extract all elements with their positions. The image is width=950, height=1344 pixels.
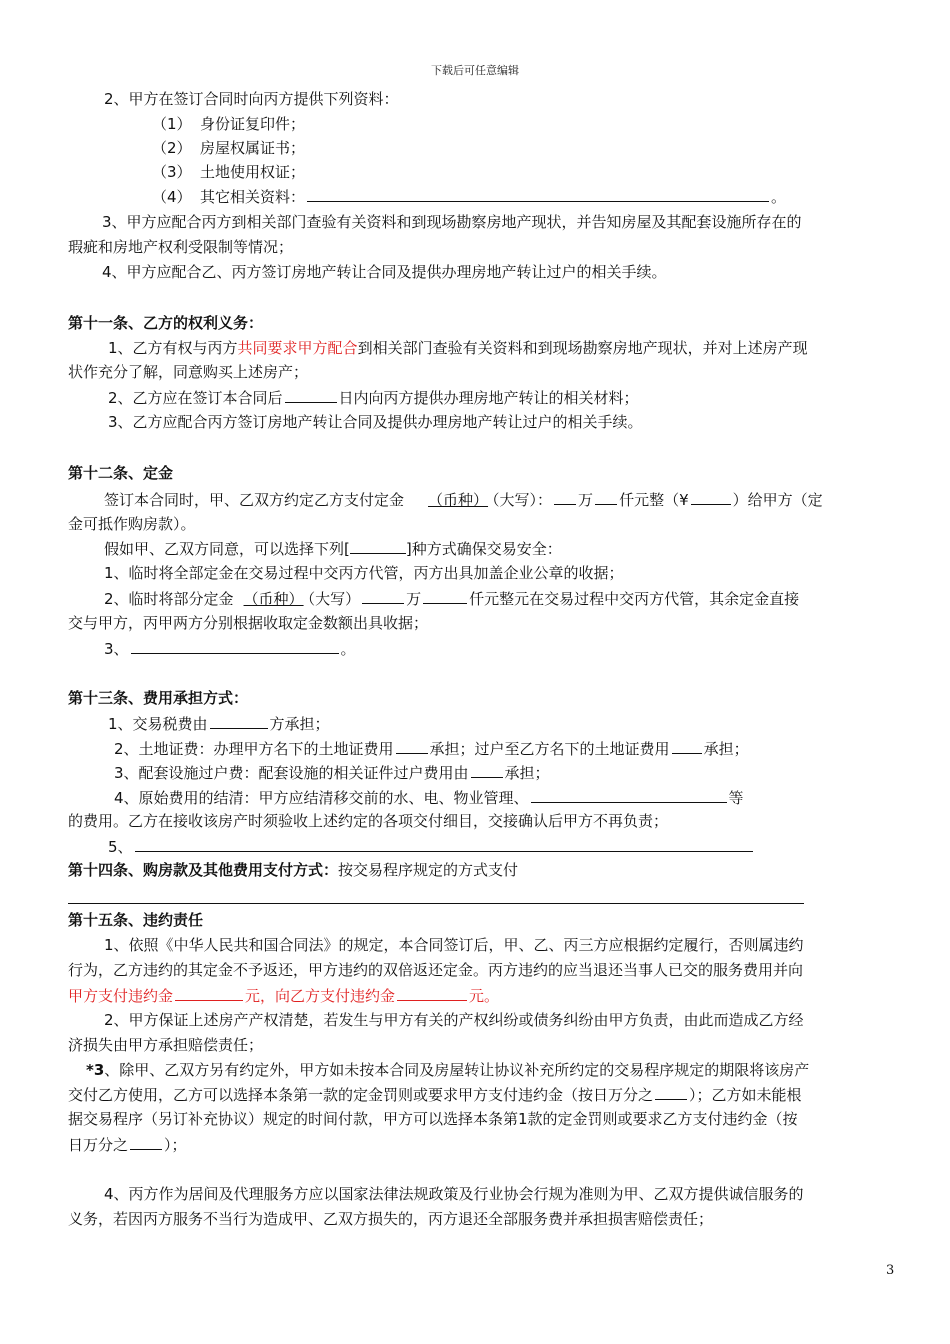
clause14 <box>68 860 518 880</box>
text: 元，向乙方支付违约金 <box>245 987 396 1005</box>
clause11-title: 第十一条、乙方的权利义务： <box>68 314 264 332</box>
text: 3、 <box>104 640 129 658</box>
clause15-item3 <box>86 1060 809 1080</box>
clause15-item4: 4、丙方作为居间及代理服务方应以国家法律法规政策及行业协会行规为准则为甲、乙双方提供诚信服务的 <box>104 1185 804 1203</box>
text: 1、乙方有权与丙方 <box>108 339 238 357</box>
clause13-item4 <box>114 787 744 808</box>
clause13-item5 <box>108 836 755 857</box>
text: 假如甲、乙双方同意，可以选择下列[ <box>104 540 350 558</box>
list-item-number: （4） <box>152 188 192 206</box>
fill-blank[interactable] <box>285 387 337 403</box>
text: （大写） <box>307 590 361 608</box>
clause12-para1-cont: 金可抵作购房款）。 <box>68 515 196 533</box>
text: 承担；过户至乙方名下的土地证费用 <box>429 740 670 758</box>
fill-blank[interactable] <box>691 489 731 505</box>
fill-blank[interactable] <box>595 489 617 505</box>
fill-blank[interactable] <box>396 738 428 754</box>
clause13-title: 第十三条、费用承担方式： <box>68 689 249 707</box>
clause15-item1-cont: 行为，乙方违约的其定金不予返还，甲方违约的双倍返还定金。丙方违约的应当退还当事人已交的服务费用并向 <box>68 961 804 979</box>
clause15-item2-cont: 济损失由甲方承担赔偿责任； <box>68 1036 264 1054</box>
clause12-title: 第十二条、定金 <box>68 464 174 482</box>
text: ）；乙方如未能根 <box>689 1086 802 1104</box>
fill-blank[interactable] <box>175 985 243 1001</box>
text: 2、临时将部分定金 <box>104 590 234 608</box>
text: 2、乙方应在签订本合同后 <box>108 389 283 407</box>
clause12-para1 <box>104 489 823 510</box>
clause13-item3 <box>114 762 550 783</box>
list-item-number: （1） <box>152 115 192 133</box>
text: 甲方支付违约金 <box>68 987 174 1005</box>
fill-blank[interactable] <box>423 588 467 604</box>
text: 5、 <box>108 838 133 856</box>
clause13-item2 <box>114 738 749 759</box>
text: 仟元整（¥ <box>619 491 689 509</box>
punctuation: 。 <box>771 188 787 206</box>
list-item-text: 房屋权属证书； <box>200 139 306 157</box>
list-item-text: 土地使用权证； <box>200 163 306 181</box>
fill-blank[interactable] <box>655 1084 687 1100</box>
list-item-text: 身份证复印件； <box>200 115 306 133</box>
list-item-number: （3） <box>152 163 192 181</box>
clause12-option2-cont: 交与甲方，丙甲两方分别根据收取定金数额出具收据； <box>68 614 429 632</box>
option-blank[interactable] <box>350 538 406 554</box>
clause12-option1: 1、临时将全部定金在交易过程中交丙方代管，丙方出具加盖企业公章的收据； <box>104 564 624 582</box>
text: 3、配套设施过户费：配套设施的相关证件过户费用由 <box>114 764 469 782</box>
clause12-para2 <box>104 538 562 559</box>
clause10-item3: 3、甲方应配合丙方到相关部门查验有关资料和到现场勘察房地产现状，并告知房屋及其配套设施所存在的 <box>102 213 802 231</box>
clause15-item3-cont2: 据交易程序（另订补充协议）规定的时间付款，甲方可以选择本条第1款的定金罚则或要求乙方支付违约金（按 <box>68 1110 798 1128</box>
text: 到相关部门查验有关资料和到现场勘察房地产现状，并对上述房产现 <box>357 339 808 357</box>
text: 交付乙方使用，乙方可以选择本条第一款的定金罚则或要求甲方支付违约金（按日万分之 <box>68 1086 654 1104</box>
text: 等 <box>728 789 744 807</box>
currency-blank[interactable]: （币种） <box>428 491 489 509</box>
text: 元。 <box>469 987 500 1005</box>
clause11-item1 <box>108 338 808 358</box>
star-marker: *3 <box>86 1061 105 1079</box>
clause10-item3-cont: 瑕疵和房地产权利受限制等情况； <box>68 238 294 256</box>
fill-blank[interactable] <box>210 713 268 729</box>
clause15-item2: 2、甲方保证上述房产产权清楚，若发生与甲方有关的产权纠纷或债务纠纷由甲方负责，由此而造成乙方经 <box>104 1011 804 1029</box>
list-item-text: 其它相关资料： <box>200 188 306 206</box>
clause15-title: 第十五条、违约责任 <box>68 911 204 929</box>
clause14-title: 第十四条、购房款及其他费用支付方式： <box>68 861 339 879</box>
text: 、除甲、乙双方另有约定外，甲方如未按本合同及房屋转让协议补充所约定的交易程序规定的期限将该房产 <box>104 1061 810 1079</box>
text: 万 <box>578 491 594 509</box>
text: （大写）： <box>492 491 553 509</box>
fill-blank[interactable] <box>130 1134 162 1150</box>
text: 万 <box>406 590 422 608</box>
list-item <box>152 138 305 158</box>
text: 1、交易税费由 <box>108 715 208 733</box>
text: 按交易程序规定的方式支付 <box>338 861 519 879</box>
fill-blank[interactable] <box>672 738 702 754</box>
text: 方承担； <box>269 715 330 733</box>
clause10-item4: 4、甲方应配合乙、丙方签订房地产转让合同及提供办理房地产转让过户的相关手续。 <box>102 263 667 281</box>
fill-blank[interactable] <box>135 836 753 852</box>
clause13-item4-cont: 的费用。乙方在接收该房产时须验收上述约定的各项交付细目，交接确认后甲方不再负责； <box>68 812 669 830</box>
text: ]种方式确保交易安全： <box>405 540 562 558</box>
clause12-option3 <box>104 638 356 659</box>
fill-blank[interactable] <box>531 787 727 803</box>
fill-blank[interactable] <box>131 638 339 654</box>
text: ）； <box>164 1136 187 1154</box>
clause11-item3: 3、乙方应配合丙方签订房地产转让合同及提供办理房地产转让过户的相关手续。 <box>108 413 643 431</box>
clause15-item4-cont: 义务，若因丙方服务不当行为造成甲、乙双方损失的，丙方退还全部服务费并承担损害赔偿责任； <box>68 1210 714 1228</box>
clause15-item1-penalty <box>68 985 499 1006</box>
text: 日内向丙方提供办理房地产转让的相关材料； <box>338 389 639 407</box>
clause10-item2: 2、甲方在签订合同时向丙方提供下列资料： <box>104 90 399 108</box>
clause15-item3-cont1 <box>68 1084 802 1105</box>
fill-blank[interactable] <box>397 985 467 1001</box>
highlighted-text: 共同要求甲方配合 <box>237 339 358 357</box>
text: 4、原始费用的结清：甲方应结清移交前的水、电、物业管理、 <box>114 789 529 807</box>
page-number: 3 <box>886 1263 895 1278</box>
fill-blank[interactable] <box>471 762 503 778</box>
page-header: 下载后可任意编辑 <box>431 64 519 77</box>
fill-blank[interactable] <box>554 489 576 505</box>
list-item <box>152 186 786 207</box>
text: 承担； <box>703 740 749 758</box>
clause11-item1-cont: 状作充分了解，同意购买上述房产； <box>68 363 309 381</box>
clause11-item2 <box>108 387 639 408</box>
fill-blank[interactable] <box>362 588 404 604</box>
clause12-option2 <box>104 588 799 609</box>
clause13-item1 <box>108 713 330 734</box>
clause15-item3-cont3 <box>68 1134 187 1155</box>
currency-blank[interactable]: （币种） <box>243 590 304 608</box>
text: 2、土地证费：办理甲方名下的土地证费用 <box>114 740 394 758</box>
list-item-number: （2） <box>152 139 192 157</box>
text: 。 <box>340 640 356 658</box>
fill-blank[interactable] <box>307 186 769 202</box>
clause15-item1: 1、依照《中华人民共和国合同法》的规定，本合同签订后，甲、乙、丙三方应根据约定履行，否则属违约 <box>104 936 804 954</box>
text: 签订本合同时，甲、乙双方约定乙方支付定金 <box>104 491 405 509</box>
list-item <box>152 162 305 182</box>
list-item <box>152 114 305 134</box>
text: 承担； <box>504 764 550 782</box>
text: ）给甲方（定 <box>732 491 823 509</box>
separator-line <box>68 903 804 904</box>
text: 仟元整元在交易过程中交丙方代管，其余定金直接 <box>469 590 800 608</box>
text: 日万分之 <box>68 1136 129 1154</box>
